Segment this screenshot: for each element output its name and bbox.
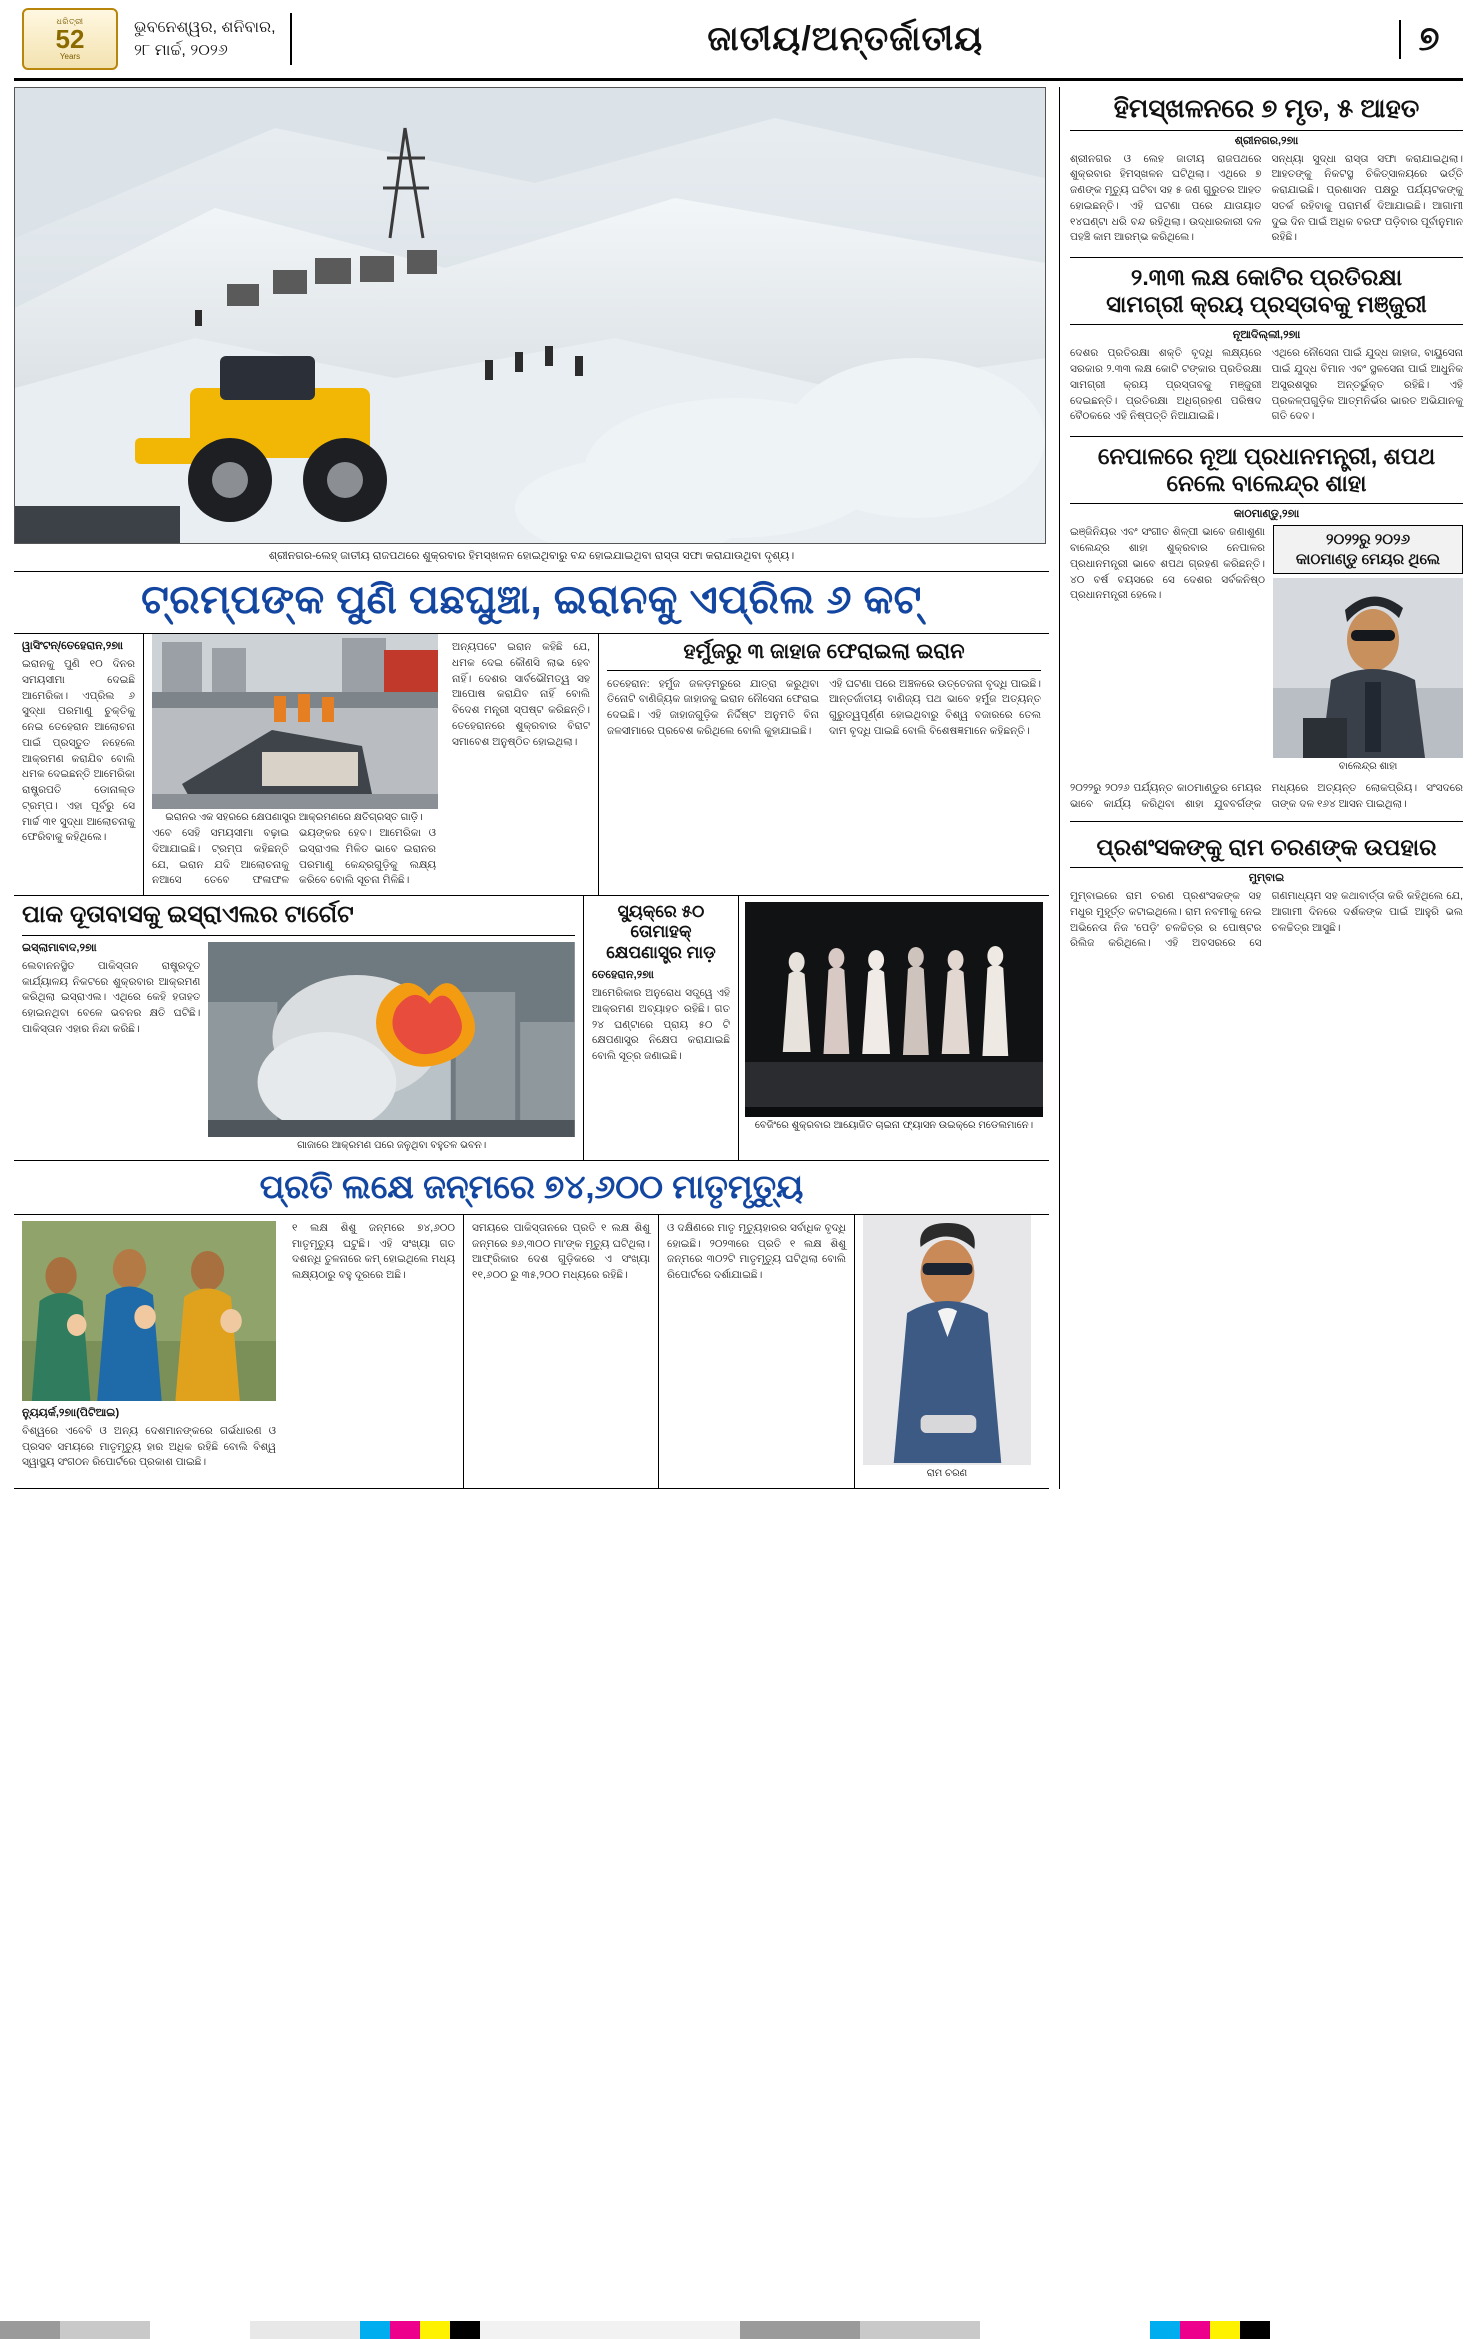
hormuz-headline: ହର୍ମୁଜରୁ ୩ ଜାହାଜ ଫେରାଇଲା ଇରାନ (607, 640, 1041, 671)
colorbar-seg (1240, 2321, 1270, 2339)
left-region (14, 87, 1049, 1489)
colorbar-seg (980, 2321, 1150, 2339)
colorbar-seg (1270, 2321, 1477, 2339)
publication-logo (20, 7, 120, 71)
colorbar-seg (0, 2321, 60, 2339)
maternal-text-2: ୧ ଲକ୍ଷ ଶିଶୁ ଜନ୍ମରେ ୭୪,୬୦୦ ମାତୃମୃତ୍ୟୁ ଘଟୁଛି। ଏହି ସଂଖ୍ୟା ଗତ ଦଶନ୍ଧି ତୁଳନାରେ କମ୍ ହୋଇଥିଲେ ମଧ୍ୟ ଲକ୍ଷ୍ୟଠାରୁ ବହୁ ଦୂରରେ ଅଛି। (292, 1221, 455, 1282)
hormuz-text-1: ତେହେରାନ: ହର୍ମୁଜ ଜଳଡ଼ମରୁରେ ଯାତ୍ରା କରୁଥିବା ତିନୋଟି ବାଣିଜ୍ୟିକ ଜାହାଜକୁ ଇରାନ ନୌସେନା ଫେରାଇ ଦେଇଛି। ଏହି ଜାହାଜଗୁଡ଼ିକ ନିର୍ଦ୍ଦିଷ୍ଟ ଅନୁମତି ବିନା ଜଳସୀମାରେ ପ୍ରବେଶ କରିଥିଲେ ବୋଲି କୁହାଯାଇଛି। (607, 677, 819, 737)
fashion-runway-photo-art (745, 902, 1043, 1117)
avalanche-text-2: ସନ୍ଧ୍ୟା ସୁଦ୍ଧା ରାସ୍ତା ସଫା କରାଯାଇଥିଲା। ଆହତଙ୍କୁ ନିକଟସ୍ଥ ଚିକିତ୍ସାଳୟରେ ଭର୍ତ୍ତି କରାଯାଇଛି। ପ୍ରଶାସନ ପକ୍ଷରୁ ପର୍ଯ୍ୟଟକଙ୍କୁ ସତର୍କ ରହିବାକୁ ପରାମର୍ଶ ଦିଆଯାଇଛି। ଆଗାମୀ ଦୁଇ ଦିନ ପାଇଁ ଅଧିକ ବରଫ ପଡ଼ିବାର ପୂର୍ବାନୁମାନ ରହିଛି। (1271, 152, 1463, 244)
pak-text: ଲେବାନନସ୍ଥିତ ପାକିସ୍ତାନ ରାଷ୍ଟ୍ରଦୂତ କାର୍ଯ୍ୟାଳୟ ନିକଟରେ ଶୁକ୍ରବାର ଆକ୍ରମଣ କରିଥିଲା ଇସ୍ରାଏଲ। ଏଥିରେ କେହି ହତାହତ ହୋଇନଥିବା ବେଳେ ଭବନର କ୍ଷତି ଘଟିଛି। ପାକିସ୍ତାନ ଏହାର ନିନ୍ଦା କରିଛି। (22, 959, 201, 1035)
ram-charan-dateline: ମୁମ୍ବାଇ (1248, 872, 1285, 885)
colorbar-seg (450, 2321, 480, 2339)
trump-photo (152, 634, 438, 809)
masthead-dateline (120, 13, 292, 65)
trump-story (14, 634, 1049, 896)
masthead-place: ଭୁବନେଶ୍ୱର, ଶନିବାର, (134, 18, 276, 36)
trump-text-3: ଅନ୍ୟପଟେ ଇରାନ କହିଛି ଯେ, ଧମକ ଦେଇ କୌଣସି ଲାଭ ହେବ ନାହିଁ। ଦେଶର ସାର୍ବଭୌମତ୍ୱ ସହ ଆପୋଷ କରାଯିବ ନାହିଁ ବୋଲି ବିଦେଶ ମନ୍ତ୍ରୀ ସ୍ପଷ୍ଟ କରିଛନ୍ତି। ତେହେରାନରେ ଶୁକ୍ରବାର ବିରାଟ ସମାବେଶ ଅନୁଷ୍ଠିତ ହୋଇଥିଲା। (452, 641, 590, 748)
defence-headline-line1: ୨.୩୩ ଲକ୍ଷ କୋଟିର ପ୍ରତିରକ୍ଷା (1130, 264, 1403, 291)
nepal-dateline: କାଠମାଣ୍ଡୁ,୨୭ାା (1233, 508, 1300, 521)
colorbar-seg (250, 2321, 360, 2339)
colorbar-seg (480, 2321, 740, 2339)
ram-charan-photo-caption: ରାମ ଚରଣ (926, 1467, 968, 1479)
avalanche-headline: ହିମସ୍ଖଳନରେ ୭ ମୃତ, ୫ ଆହତ (1070, 87, 1463, 131)
missile-text: ଆମେରିକାର ଅନୁରୋଧ ସତ୍ତ୍ୱେ ଏହି ଆକ୍ରମଣ ଅବ୍ୟାହତ ରହିଛି। ଗତ ୨୪ ଘଣ୍ଟାରେ ପ୍ରାୟ ୫୦ ଟି କ୍ଷେପଣାସ୍ତ୍ର ନିକ୍ଷେପ କରାଯାଇଛି ବୋଲି ସୂତ୍ର ଜଣାଇଛି। (592, 987, 730, 1063)
lead-photo-caption: ଶ୍ରୀନଗର-ଲେହ୍ ଜାତୀୟ ରାଜପଥରେ ଶୁକ୍ରବାର ହିମସ୍ଖଳନ ହୋଇଥିବାରୁ ବନ୍ଦ ହୋଇଯାଇଥିବା ରାସ୍ତା ସଫା କରାଯାଉଥିବା ଦୃଶ୍ୟ। (268, 550, 795, 562)
fashion-photo (745, 902, 1043, 1117)
trump-text-1: ଇରାନକୁ ପୁଣି ୧୦ ଦିନର ସମୟସୀମା ଦେଇଛି ଆମେରିକା। ଏପ୍ରିଲ ୬ ସୁଦ୍ଧା ପରମାଣୁ ଚୁକ୍ତିକୁ ନେଇ ତେହେରାନ ଆଲୋଚନା ପାଇଁ ପ୍ରସ୍ତୁତ ନହେଲେ ଆକ୍ରମଣ କରାଯିବ ବୋଲି ଧମକ ଦେଇଛନ୍ତି ଆମେରିକା ରାଷ୍ଟ୍ରପତି ଡୋନାଲ୍ଡ ଟ୍ରମ୍ପ। ଏହା ପୂର୍ବରୁ ସେ ମାର୍ଚ୍ଚ ୩୧ ସୁଦ୍ଧା ଆଲୋଚନାକୁ ଫେରିବାକୁ କହିଥିଲେ। (22, 658, 135, 844)
trump-photo-caption: ଇରାନର ଏକ ସହରରେ କ୍ଷେପଣାସ୍ତ୍ର ଆକ୍ରମଣରେ କ୍ଷତିଗ୍ରସ୍ତ ଗାଡ଼ି। (165, 812, 423, 823)
maternal-headline: ପ୍ରତି ଲକ୍ଷେ ଜନ୍ମରେ ୭୪,୬୦୦ ମାତୃମୃତ୍ୟୁ (14, 1161, 1049, 1215)
right-region (1059, 87, 1463, 1489)
hormuz-text-2: ଏହି ଘଟଣା ପରେ ଅଞ୍ଚଳରେ ଉତ୍ତେଜନା ବୃଦ୍ଧି ପାଇଛି। ଆନ୍ତର୍ଜାତୀୟ ବାଣିଜ୍ୟ ପଥ ଭାବେ ହର୍ମୁଜ ଅତ୍ୟନ୍ତ ଗୁରୁତ୍ୱପୂର୍ଣ୍ଣ ହୋଇଥିବାରୁ ବିଶ୍ୱ ବଜାରରେ ତେଲ ଦାମ ବୃଦ୍ଧି ପାଇଛି ବୋଲି ବିଶେଷଜ୍ଞମାନେ କହିଛନ୍ତି। (829, 677, 1041, 737)
page-number: ୭ (1399, 20, 1457, 59)
nepal-pm-photo (1273, 578, 1463, 758)
colorbar-seg (1150, 2321, 1180, 2339)
maternal-text-3: ସମୟରେ ପାକିସ୍ତାନରେ ପ୍ରତି ୧ ଲକ୍ଷ ଶିଶୁ ଜନ୍ମରେ ୭୬,୩୦୦ ମା'ଙ୍କ ମୃତ୍ୟୁ ଘଟିଥିଲା। ଆଫ୍ରିକାର ଦେଶ ଗୁଡ଼ିକରେ ଏ ସଂଖ୍ୟା ୧୧,୬୦୦ ରୁ ୩୫,୨୦୦ ମଧ୍ୟରେ ରହିଛି। (472, 1221, 650, 1282)
missile-dateline: ତେହେରାନ,୨୭ାା (592, 969, 654, 982)
colorbar-seg (1210, 2321, 1240, 2339)
avalanche-text-1: ଶ୍ରୀନଗର ଓ ଲେହ ଜାତୀୟ ରାଜପଥରେ ଶୁକ୍ରବାର ହିମସ୍ଖଳନ ଘଟିଥିଲା। ଏଥିରେ ୭ ଜଣଙ୍କ ମୃତ୍ୟୁ ଘଟିବା ସହ ୫ ଜଣ ଗୁରୁତର ଆହତ ହୋଇଛନ୍ତି। ଏହି ଘଟଣା ପରେ ଯାତାୟାତ ୧୪ଘଣ୍ଟା ଧରି ବନ୍ଦ ରହିଥିଲା। ଉଦ୍ଧାରକାରୀ ଦଳ ପହଞ୍ଚି କାମ ଆରମ୍ଭ କରିଥିଲେ। (1070, 152, 1262, 244)
trump-text-2: ଏବେ ସେହି ସମୟସୀମା ବଢ଼ାଇ ଦିଆଯାଇଛି। ଟ୍ରମ୍ପ କହିଛନ୍ତି ଯେ, ଇରାନ ଯଦି ଆଲୋଚନାକୁ ନଆସେ ତେବେ ଫଳାଫଳ ଭୟଙ୍କର ହେବ। ଆମେରିକା ଓ ଇସ୍ରାଏଲ ମିଳିତ ଭାବେ ଇରାନର ପରମାଣୁ କେନ୍ଦ୍ରଗୁଡ଼ିକୁ ଲକ୍ଷ୍ୟ କରିବେ ବୋଲି ସୂଚନା ମିଳିଛି। (152, 827, 436, 887)
colorbar-seg (390, 2321, 420, 2339)
section-title: ଜାତୀୟ/ଅନ୍ତର୍ଜାତୀୟ (707, 19, 984, 58)
trump-dateline: ୱାସିଂଟନ୍/ତେହେରାନ,୨୭ାା (22, 640, 123, 652)
colorbar-seg (740, 2321, 860, 2339)
mothers-with-babies-photo-art (22, 1221, 276, 1401)
ram-charan-text: ମୁମ୍ବାଇରେ ରାମ ଚରଣ ପ୍ରଶଂସକଙ୍କ ସହ ମଧୁର ମୁହୂର୍ତ୍ତ କଟାଇଥିଲେ। ରାମ ନବମୀକୁ ନେଇ ଅଭିନେତା ନିଜ 'ପେଡ଼ି' ଚଳଚ୍ଚିତ୍ର ର ପୋଷ୍ଟର ରିଲିଜ କରିଥିଲେ। ଏହି ଅବସରରେ ସେ ଗଣମାଧ୍ୟମ ସହ କଥାବାର୍ତ୍ତା କରି କହିଥିଲେ ଯେ, ଆଗାମୀ ଦିନରେ ଦର୍ଶକଙ୍କ ପାଇଁ ଆହୁରି ଭଲ ଚଳଚ୍ଚିତ୍ର ଆସୁଛି। (1070, 890, 1463, 950)
ram-charan-portrait-art (863, 1215, 1031, 1465)
nepal-infobox-line1: ୨୦୨୨ରୁ ୨୦୨୬ (1325, 531, 1411, 549)
defence-text-1: ଦେଶର ପ୍ରତିରକ୍ଷା ଶକ୍ତି ବୃଦ୍ଧି ଲକ୍ଷ୍ୟରେ ସରକାର ୨.୩୩ ଲକ୍ଷ କୋଟି ଟଙ୍କାର ପ୍ରତିରକ୍ଷା ସାମଗ୍ରୀ କ୍ରୟ ପ୍ରସ୍ତାବକୁ ମଞ୍ଜୁରୀ ଦେଇଛନ୍ତି। ପ୍ରତିରକ୍ଷା ଅଧିଗ୍ରହଣ ପରିଷଦ ବୈଠକରେ ଏହି ନିଷ୍ପତ୍ତି ନିଆଯାଇଛି। (1070, 347, 1262, 423)
damaged-car-photo-art (152, 634, 438, 809)
maternal-text-1: ବିଶ୍ୱରେ ଏବେବି ଓ ଅନ୍ୟ ଦେଶମାନଙ୍କରେ ଗର୍ଭଧାରଣ ଓ ପ୍ରସବ ସମୟରେ ମାତୃମୃତ୍ୟୁ ହାର ଅଧିକ ରହିଛି ବୋଲି ବିଶ୍ୱ ସ୍ୱାସ୍ଥ୍ୟ ସଂଗଠନ ରିପୋର୍ଟରେ ପ୍ରକାଶ ପାଇଛି। (22, 1424, 276, 1469)
nepal-text-1: ଇଞ୍ଜିନିୟର ଏବଂ ସଂଗୀତ ଶିଳ୍ପୀ ଭାବେ ଜଣାଶୁଣା ବାଲେନ୍ଦ୍ର ଶାହା ଶୁକ୍ରବାର ନେପାଳର ପ୍ରଧାନମନ୍ତ୍ରୀ ଭାବେ ଶପଥ ଗ୍ରହଣ କରିଛନ୍ତି। ୪୦ ବର୍ଷ ବୟସରେ ସେ ଦେଶର ସର୍ବକନିଷ୍ଠ ପ୍ରଧାନମନ୍ତ୍ରୀ ହେଲେ। (1070, 526, 1265, 602)
balendra-shah-portrait-art (1273, 578, 1463, 758)
nepal-photo-caption: ବାଲେନ୍ଦ୍ର ଶାହା (1338, 761, 1398, 773)
fashion-photo-caption: ବେଜିଂରେ ଶୁକ୍ରବାର ଆୟୋଜିତ ଚାଇନା ଫ୍ୟାସନ ଉଇକ୍‌ରେ ମଡେଲମାନେ। (754, 1120, 1034, 1131)
colorbar-seg (60, 2321, 150, 2339)
avalanche-dateline: ଶ୍ରୀନଗର,୨୭ାା (1234, 134, 1299, 147)
logo-title: ଧରିତ୍ରୀ (56, 17, 84, 27)
pak-dateline: ଇସ୍ଲାମାବାଦ,୨୭ାା (22, 941, 97, 954)
explosion-photo-art (208, 942, 575, 1137)
colorbar-seg (150, 2321, 250, 2339)
colorbar-seg (1180, 2321, 1210, 2339)
pak-embassy-headline: ପାକ ଦୂତାବାସକୁ ଇସ୍ରାଏଲର ଟାର୍ଗେଟ (22, 902, 575, 936)
nepal-infobox-line2: କାଠମାଣ୍ଡୁ ମେୟର ଥିଲେ (1295, 550, 1441, 568)
nepal-text-2: ୨୦୨୨ରୁ ୨୦୨୬ ପର୍ଯ୍ୟନ୍ତ କାଠମାଣ୍ଡୁର ମେୟର ଭାବେ କାର୍ଯ୍ୟ କରିଥିବା ଶାହା ଯୁବବର୍ଗଙ୍କ ମଧ୍ୟରେ ଅତ୍ୟନ୍ତ ଲୋକପ୍ରିୟ। ସଂସଦରେ ତାଙ୍କ ଦଳ ୧୬୪ ଆସନ ପାଇଥିଲା। (1070, 782, 1463, 811)
defence-headline-line2: ସାମଗ୍ରୀ କ୍ରୟ ପ୍ରସ୍ତାବକୁ ମଞ୍ଜୁରୀ (1070, 291, 1463, 325)
logo-years-label: Years (59, 51, 81, 61)
ram-charan-headline: ପ୍ରଶଂସକଙ୍କୁ ରାମ ଚରଣଙ୍କ ଉପହାର (1070, 828, 1463, 868)
print-registration-colorbar (0, 2321, 1477, 2339)
colorbar-seg (860, 2321, 980, 2339)
ram-charan-photo (863, 1215, 1031, 1465)
lead-photo (14, 87, 1046, 544)
colorbar-seg (420, 2321, 450, 2339)
defence-text-2: ଏଥିରେ ନୌସେନା ପାଇଁ ଯୁଦ୍ଧ ଜାହାଜ, ବାୟୁସେନା ପାଇଁ ଯୁଦ୍ଧ ବିମାନ ଏବଂ ସ୍ଥଳସେନା ପାଇଁ ଆଧୁନିକ ଅସ୍ତ୍ରଶସ୍ତ୍ର ଅନ୍ତର୍ଭୁକ୍ତ ରହିଛି। ଏହି ପ୍ରକଳ୍ପଗୁଡ଼ିକ ଆତ୍ମନିର୍ଭର ଭାରତ ଅଭିଯାନକୁ ଗତି ଦେବ। (1271, 347, 1463, 423)
colorbar-seg (360, 2321, 390, 2339)
nepal-infobox (1273, 525, 1463, 574)
defence-dateline: ନୂଆଦିଲ୍ଲୀ,୨୭ାା (1232, 329, 1301, 342)
missile-headline: ସ୍ୟୁକ୍‌ରେ ୫୦ ତୋମାହକ୍ କ୍ଷେପଣାସ୍ତ୍ର ମାଡ଼ (606, 902, 716, 962)
gaza-photo-caption: ଗାଜାରେ ଆକ୍ରମଣ ପରେ ଜଳୁଥିବା ବହୁତଳ ଭବନ। (297, 1139, 487, 1151)
gaza-explosion-photo (208, 942, 575, 1137)
nepal-headline: ନେପାଳରେ ନୂଆ ପ୍ରଧାନମନ୍ତ୍ରୀ, ଶପଥ ନେଲେ ବାଲେନ୍ଦ୍ର ଶାହା (1070, 437, 1463, 504)
main-headline: ଟ୍ରମ୍ପଙ୍କ ପୁଣି ପଛଘୁଞ୍ଚା, ଇରାନକୁ ଏପ୍ରିଲ ୬ କଟ୍ (14, 571, 1049, 634)
mothers-photo (22, 1221, 276, 1401)
masthead (14, 0, 1463, 81)
masthead-date: ୨୮ ମାର୍ଚ୍ଚ, ୨୦୨୬ (134, 42, 228, 59)
logo-anniversary-number: 52 (55, 24, 85, 55)
maternal-dateline: ନ୍ୟୁୟର୍କ,୨୭ାା(ପିଟିଆଇ) (22, 1406, 120, 1419)
maternal-text-4: ଓ ଦକ୍ଷିଣରେ ମାତୃ ମୃତ୍ୟୁହାରର ସର୍ବାଧିକ ବୃଦ୍ଧି ହୋଇଛି। ୨୦୨୩ରେ ପ୍ରତି ୧ ଲକ୍ଷ ଶିଶୁ ଜନ୍ମରେ ୩୦୨ଟି ମାତୃମୃତ୍ୟୁ ଘଟିଥିଲା ବୋଲି ରିପୋର୍ଟରେ ଦର୍ଶାଯାଇଛି। (667, 1221, 846, 1282)
avalanche-photo-art (15, 88, 1045, 543)
